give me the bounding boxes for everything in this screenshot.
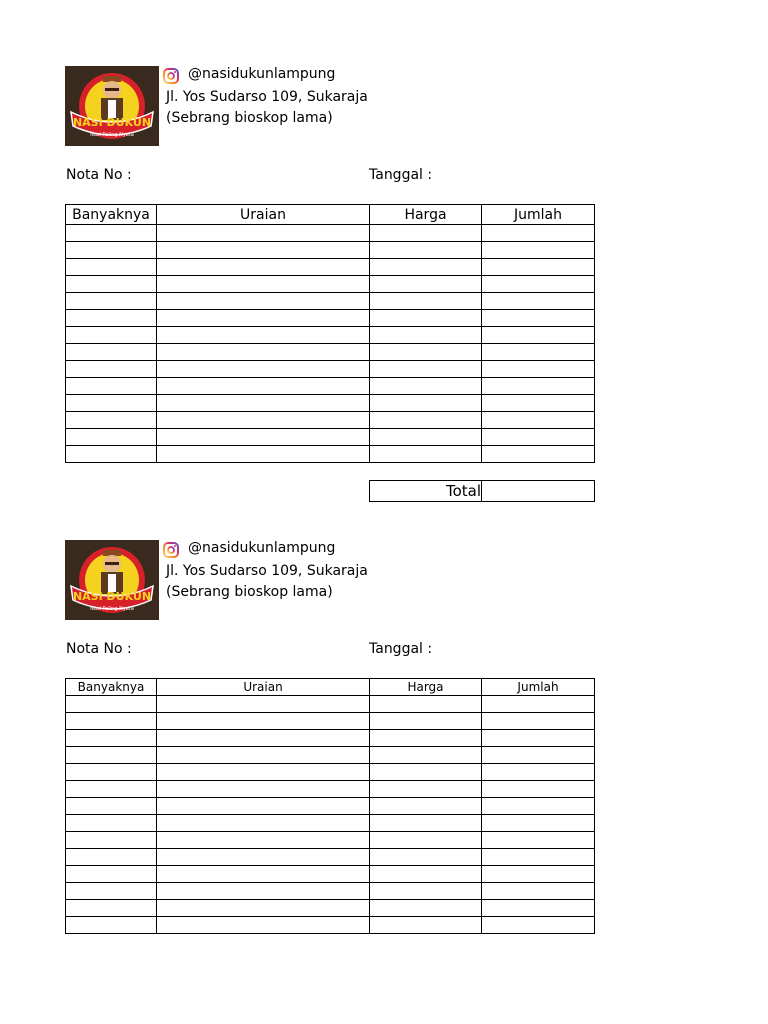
cell[interactable] (66, 917, 157, 934)
tanggal-label: Tanggal : (369, 641, 433, 657)
cell[interactable] (482, 883, 595, 900)
cell[interactable] (66, 815, 157, 832)
cell[interactable] (370, 361, 482, 378)
cell[interactable] (482, 259, 595, 276)
cell[interactable] (66, 242, 157, 259)
cell[interactable] (157, 259, 370, 276)
cell[interactable] (370, 849, 482, 866)
cell[interactable] (157, 327, 370, 344)
cell[interactable] (157, 412, 370, 429)
cell[interactable] (157, 378, 370, 395)
table-row (66, 276, 595, 293)
cell[interactable] (157, 696, 370, 713)
table-row (66, 310, 595, 327)
table-row (66, 815, 595, 832)
cell[interactable] (157, 730, 370, 747)
table-row (66, 361, 595, 378)
table-row (66, 866, 595, 883)
cell[interactable] (157, 395, 370, 412)
cell[interactable] (370, 242, 482, 259)
nasi-dukun-logo (65, 540, 159, 620)
cell[interactable] (66, 327, 157, 344)
cell[interactable] (157, 917, 370, 934)
address-line-1: Jl. Yos Sudarso 109, Sukaraja (166, 563, 368, 579)
table-row (66, 429, 595, 446)
cell[interactable] (370, 866, 482, 883)
cell[interactable] (157, 866, 370, 883)
cell[interactable] (370, 395, 482, 412)
table-header-row (66, 679, 595, 696)
logo-tagline: Nasi Paling Nyata (90, 606, 134, 612)
cell[interactable] (370, 310, 482, 327)
cell[interactable] (482, 900, 595, 917)
cell[interactable] (370, 446, 482, 463)
cell[interactable] (66, 429, 157, 446)
cell[interactable] (157, 798, 370, 815)
col-jumlah: Jumlah (482, 205, 595, 225)
cell[interactable] (482, 832, 595, 849)
cell[interactable] (66, 412, 157, 429)
cell[interactable] (66, 713, 157, 730)
cell[interactable] (370, 798, 482, 815)
cell[interactable] (370, 378, 482, 395)
instagram-icon (163, 542, 179, 558)
cell[interactable] (370, 293, 482, 310)
cell[interactable] (157, 764, 370, 781)
cell[interactable] (482, 225, 595, 242)
col-harga: Harga (370, 205, 482, 225)
table-row (66, 446, 595, 463)
cell[interactable] (66, 849, 157, 866)
cell[interactable] (66, 259, 157, 276)
col-uraian: Uraian (157, 679, 370, 696)
cell[interactable] (66, 747, 157, 764)
cell[interactable] (482, 310, 595, 327)
cell[interactable] (66, 446, 157, 463)
cell[interactable] (370, 696, 482, 713)
table-body (66, 225, 595, 463)
cell[interactable] (370, 764, 482, 781)
cell[interactable] (482, 798, 595, 815)
cell[interactable] (370, 832, 482, 849)
cell[interactable] (66, 696, 157, 713)
table-row (66, 849, 595, 866)
cell[interactable] (370, 883, 482, 900)
instagram-handle: @nasidukunlampung (188, 66, 336, 82)
table-row (66, 242, 595, 259)
total-row (369, 480, 595, 502)
cell[interactable] (370, 900, 482, 917)
table-row (66, 713, 595, 730)
cell[interactable] (482, 446, 595, 463)
cell[interactable] (66, 900, 157, 917)
table-row (66, 696, 595, 713)
cell[interactable] (66, 378, 157, 395)
total-label: Total (370, 481, 482, 502)
cell[interactable] (157, 225, 370, 242)
cell[interactable] (157, 781, 370, 798)
col-banyaknya: Banyaknya (66, 205, 157, 225)
tanggal-label: Tanggal : (369, 167, 433, 183)
table-header-row (66, 205, 595, 225)
cell[interactable] (482, 242, 595, 259)
logo-text: NASI DUKUN (72, 116, 152, 129)
col-banyaknya: Banyaknya (66, 679, 157, 696)
cell[interactable] (370, 412, 482, 429)
cell[interactable] (482, 764, 595, 781)
table-row (66, 730, 595, 747)
cell[interactable] (482, 866, 595, 883)
cell[interactable] (66, 764, 157, 781)
cell[interactable] (370, 815, 482, 832)
table-row (66, 900, 595, 917)
cell[interactable] (157, 849, 370, 866)
cell[interactable] (66, 781, 157, 798)
table-row (66, 798, 595, 815)
table-body (66, 696, 595, 934)
logo-tagline: Nasi Paling Nyata (90, 132, 134, 138)
cell[interactable] (66, 883, 157, 900)
cell[interactable] (482, 293, 595, 310)
cell[interactable] (157, 747, 370, 764)
cell[interactable] (66, 310, 157, 327)
cell[interactable] (66, 866, 157, 883)
address-line-1: Jl. Yos Sudarso 109, Sukaraja (166, 89, 368, 105)
cell[interactable] (370, 276, 482, 293)
logo-text: NASI DUKUN (72, 590, 152, 603)
cell[interactable] (66, 798, 157, 815)
col-uraian: Uraian (157, 205, 370, 225)
cell[interactable] (482, 849, 595, 866)
cell[interactable] (370, 327, 482, 344)
table-row (66, 832, 595, 849)
instagram-handle: @nasidukunlampung (188, 540, 336, 556)
table-row (66, 327, 595, 344)
table-row (66, 917, 595, 934)
cell[interactable] (157, 815, 370, 832)
cell[interactable] (157, 361, 370, 378)
cell[interactable] (66, 395, 157, 412)
table-row (66, 883, 595, 900)
table-row (66, 764, 595, 781)
cell[interactable] (482, 344, 595, 361)
cell[interactable] (157, 344, 370, 361)
cell[interactable] (157, 276, 370, 293)
table-row (66, 293, 595, 310)
cell[interactable] (66, 344, 157, 361)
cell[interactable] (370, 747, 482, 764)
cell[interactable] (370, 344, 482, 361)
table-row (66, 344, 595, 361)
nota-no-label: Nota No : (66, 167, 132, 183)
cell[interactable] (482, 696, 595, 713)
cell[interactable] (482, 361, 595, 378)
cell[interactable] (66, 225, 157, 242)
table-row (66, 412, 595, 429)
cell[interactable] (482, 412, 595, 429)
cell[interactable] (482, 429, 595, 446)
cell[interactable] (157, 446, 370, 463)
cell[interactable] (157, 429, 370, 446)
table-row (66, 225, 595, 242)
cell[interactable] (157, 900, 370, 917)
cell[interactable] (482, 378, 595, 395)
cell[interactable] (482, 713, 595, 730)
cell[interactable] (370, 730, 482, 747)
table-row (66, 747, 595, 764)
items-table (65, 678, 595, 934)
cell[interactable] (157, 713, 370, 730)
cell[interactable] (370, 917, 482, 934)
cell[interactable] (66, 832, 157, 849)
cell[interactable] (482, 395, 595, 412)
address-line-2: (Sebrang bioskop lama) (166, 110, 333, 126)
cell[interactable] (66, 276, 157, 293)
cell[interactable] (482, 327, 595, 344)
cell[interactable] (370, 259, 482, 276)
cell[interactable] (370, 429, 482, 446)
total-value-cell[interactable] (482, 481, 595, 502)
address-line-2: (Sebrang bioskop lama) (166, 584, 333, 600)
table-row (66, 781, 595, 798)
nasi-dukun-logo (65, 66, 159, 146)
cell[interactable] (482, 747, 595, 764)
table-row (66, 378, 595, 395)
cell[interactable] (157, 883, 370, 900)
cell[interactable] (157, 310, 370, 327)
cell[interactable] (66, 293, 157, 310)
cell[interactable] (482, 730, 595, 747)
cell[interactable] (482, 917, 595, 934)
cell[interactable] (482, 815, 595, 832)
cell[interactable] (157, 293, 370, 310)
cell[interactable] (370, 781, 482, 798)
items-table (65, 204, 595, 463)
table-row (66, 395, 595, 412)
col-harga: Harga (370, 679, 482, 696)
col-jumlah: Jumlah (482, 679, 595, 696)
instagram-icon (163, 68, 179, 84)
cell[interactable] (370, 225, 482, 242)
cell[interactable] (370, 713, 482, 730)
table-row (66, 259, 595, 276)
cell[interactable] (157, 242, 370, 259)
cell[interactable] (482, 781, 595, 798)
cell[interactable] (482, 276, 595, 293)
cell[interactable] (157, 832, 370, 849)
cell[interactable] (66, 730, 157, 747)
nota-no-label: Nota No : (66, 641, 132, 657)
cell[interactable] (66, 361, 157, 378)
